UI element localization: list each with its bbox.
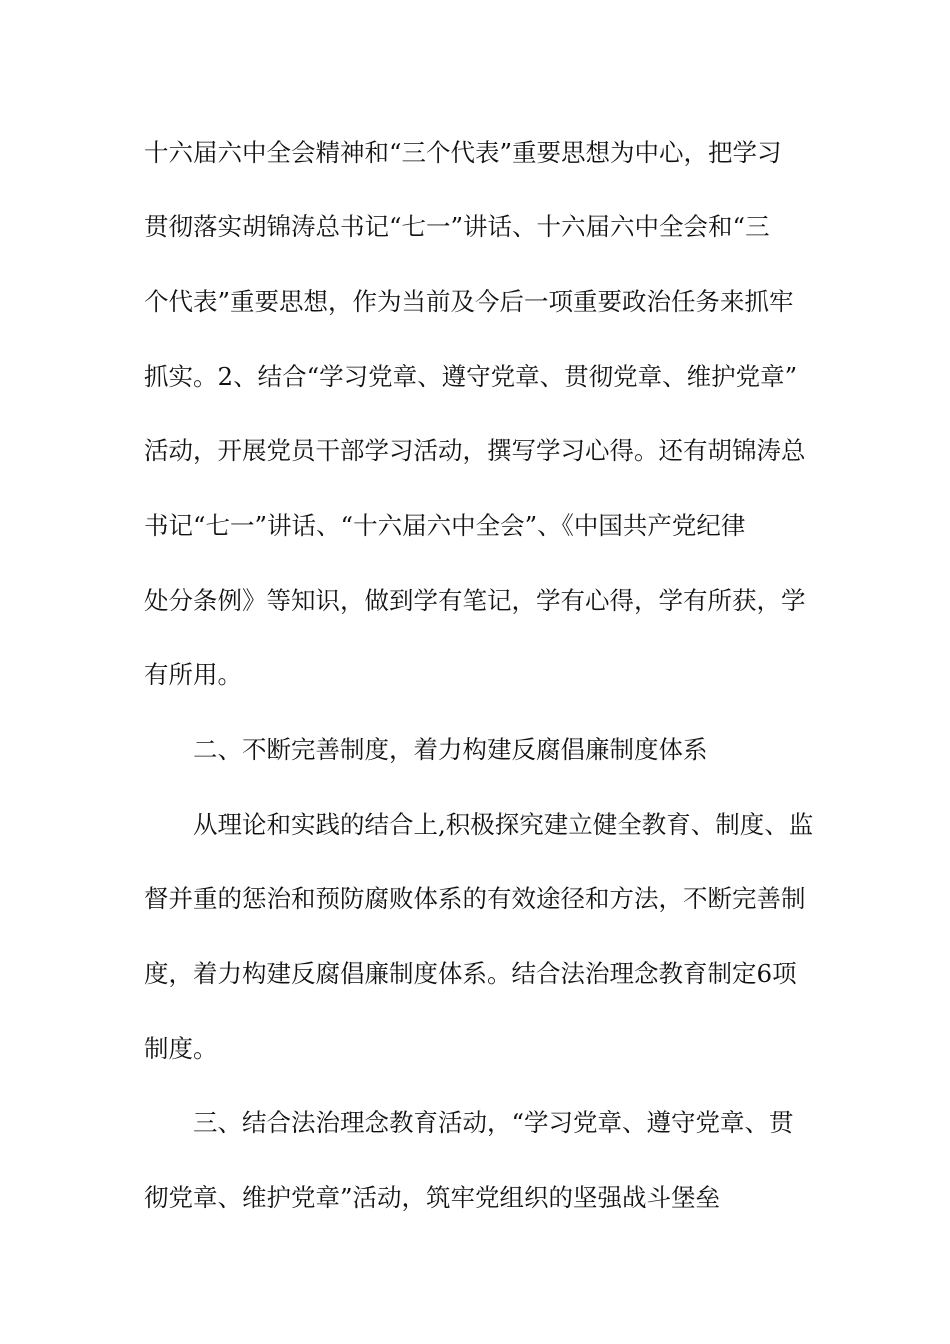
paragraph-first-line: 从理论和实践的结合上,积极探究建立健全教育、制度、监	[193, 810, 814, 839]
body-text-line: 贯彻落实胡锦涛总书记“七一”讲话、十六届六中全会和“三	[144, 212, 770, 241]
body-text-line: 十六届六中全会精神和“三个代表”重要思想为中心，把学习	[144, 138, 782, 167]
section-heading-3: 三、结合法治理念教育活动，“学习党章、遵守党章、贯	[193, 1108, 794, 1137]
body-text-line: 制度。	[144, 1034, 218, 1063]
body-text-line: 抓实。2、结合“学习党章、遵守党章、贯彻党章、维护党章”	[144, 362, 798, 391]
body-text-line: 有所用。	[144, 660, 242, 689]
body-text-line: 处分条例》等知识，做到学有笔记，学有心得，学有所获，学	[144, 586, 806, 615]
body-text-line: 个代表”重要思想，作为当前及今后一项重要政治任务来抓牢	[144, 287, 794, 316]
body-text-line: 督并重的惩治和预防腐败体系的有效途径和方法，不断完善制	[144, 884, 806, 913]
body-text-line: 度，着力构建反腐倡廉制度体系。结合法治理念教育制定6项	[144, 959, 797, 988]
section-heading-2: 二、不断完善制度，着力构建反腐倡廉制度体系	[193, 735, 708, 764]
body-text-line: 书记“七一”讲话、“十六届六中全会”、《中国共产党纪律	[144, 511, 746, 540]
section-heading-3-continued: 彻党章、维护党章”活动，筑牢党组织的坚强战斗堡垒	[144, 1183, 721, 1212]
body-text-line: 活动，开展党员干部学习活动，撰写学习心得。还有胡锦涛总	[144, 436, 806, 465]
